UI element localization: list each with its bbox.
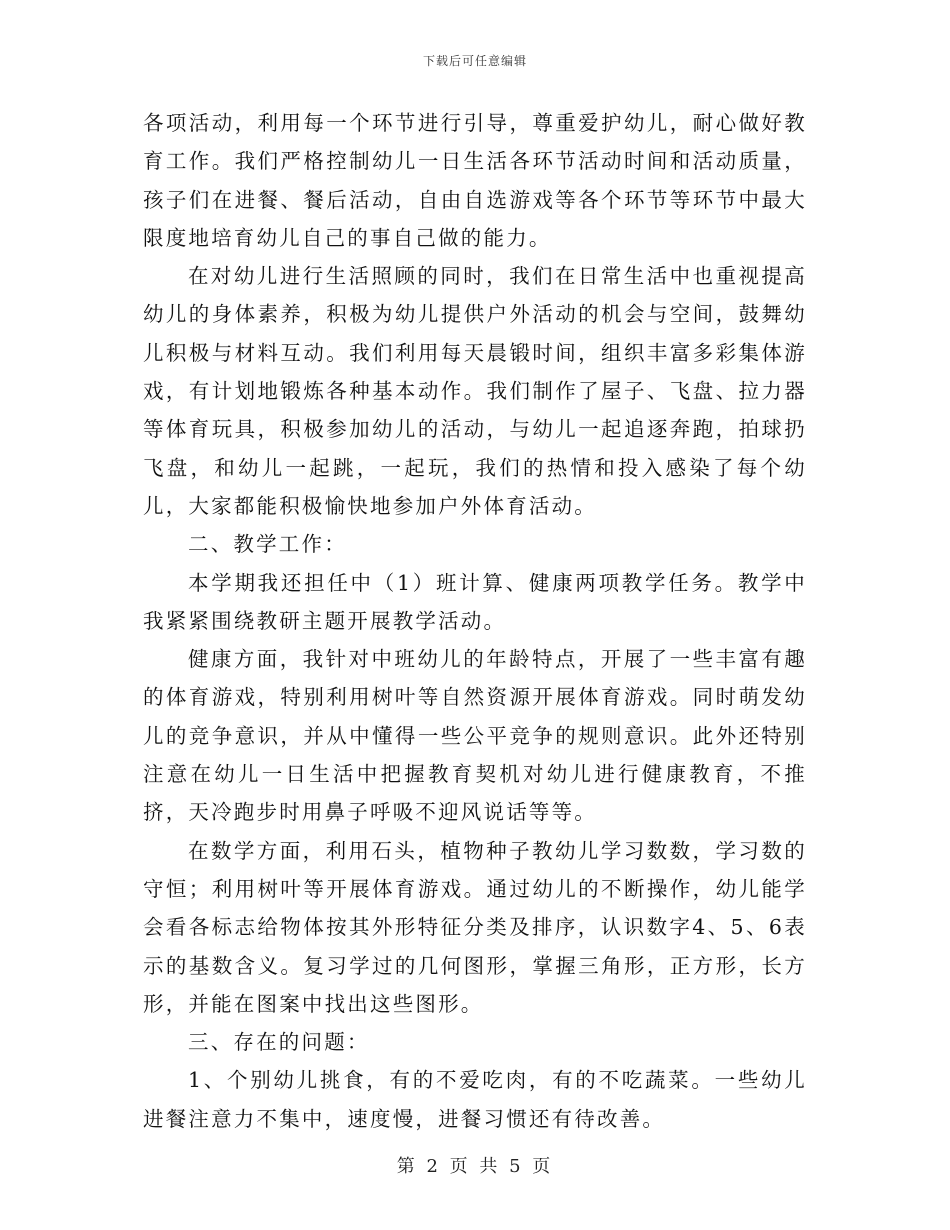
- paragraph-physical-activity: 在对幼儿进行生活照顾的同时，我们在日常生活中也重视提高幼儿的身体素养，积极为幼儿提供户外活动的机会与空间，鼓舞幼儿积极与材料互动。我们利用每天晨锻时间，组织丰富多彩集体游戏，有计划地锻炼各种基本动作。我们制作了屋子、飞盘、拉力器等体育玩具，积极参加幼儿的活动，与幼儿一起追逐奔跑，拍球扔飞盘，和幼儿一起跳，一起玩，我们的热情和投入感染了每个幼儿，大家都能积极愉快地参加户外体育活动。: [143, 264, 807, 518]
- paragraph-teaching-tasks: 本学期我还担任中（1）班计算、健康两项教学任务。教学中我紧紧围绕教研主题开展教学活动。: [143, 570, 807, 633]
- paragraph-health: 健康方面，我针对中班幼儿的年龄特点，开展了一些丰富有趣的体育游戏，特别利用树叶等自然资源开展体育游戏。同时萌发幼儿的竞争意识，并从中懂得一些公平竞争的规则意识。此外还特别注意在幼儿一日生活中把握教育契机对幼儿进行健康教育，不推挤，天冷跑步时用鼻子呼吸不迎风说话等等。: [143, 647, 807, 825]
- paragraph-problem-1: 1、个别幼儿挑食，有的不爱吃肉，有的不吃蔬菜。一些幼儿进餐注意力不集中，速度慢，进餐习惯还有待改善。: [143, 1068, 807, 1131]
- paragraph-continued: 各项活动，利用每一个环节进行引导，尊重爱护幼儿，耐心做好教育工作。我们严格控制幼儿一日生活各环节活动时间和活动质量，孩子们在进餐、餐后活动，自由自选游戏等各个环节等环节中最大限度地培育幼儿自己的事自己做的能力。: [143, 111, 807, 250]
- section-heading-problems: 三、存在的问题：: [188, 1030, 370, 1055]
- section-heading-teaching: 二、教学工作：: [188, 532, 347, 557]
- page-header: 下载后可任意编辑: [422, 54, 527, 68]
- paragraph-math: 在数学方面，利用石头，植物种子教幼儿学习数数，学习数的守恒；利用树叶等开展体育游戏。通过幼儿的不断操作，幼儿能学会看各标志给物体按其外形特征分类及排序，认识数字4、5、6表示的基数含义。复习学过的几何图形，掌握三角形，正方形，长方形，并能在图案中找出这些图形。: [143, 838, 807, 1016]
- document-body: [143, 104, 807, 1138]
- page-footer: 第 2 页 共 5 页: [396, 1156, 554, 1177]
